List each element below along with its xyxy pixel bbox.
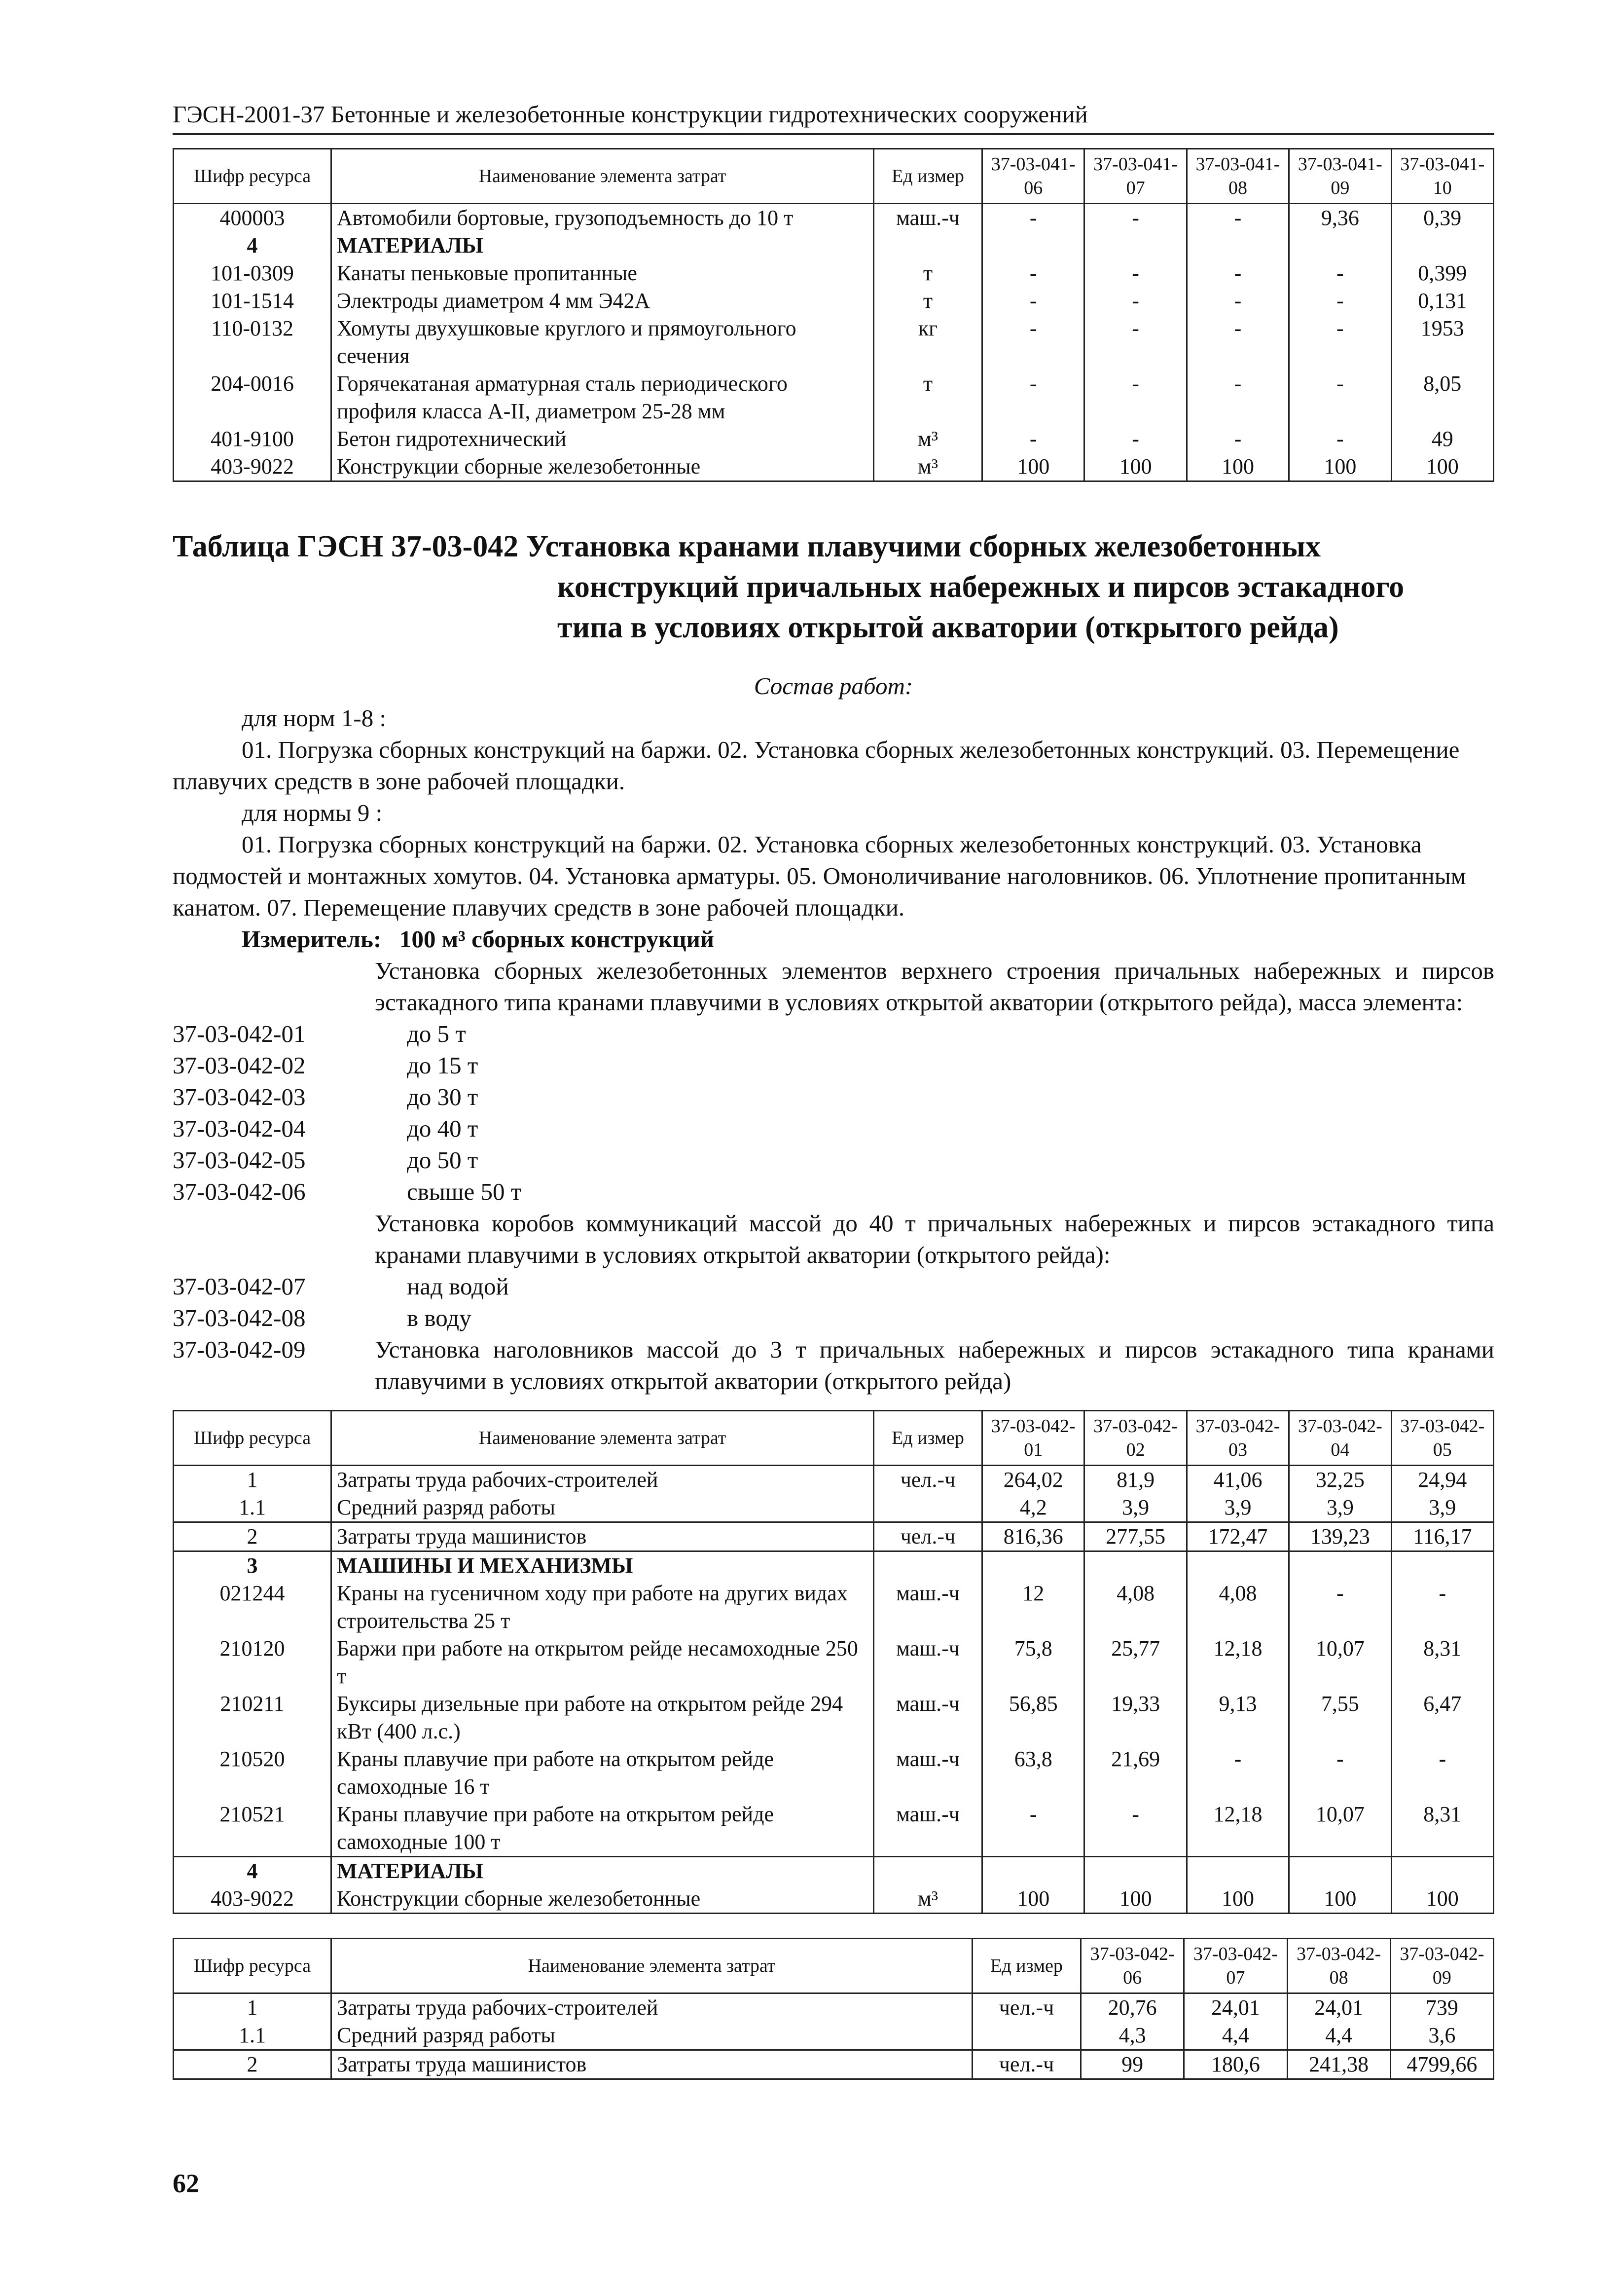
norm-value: - <box>1289 287 1391 315</box>
norm-value: - <box>1289 1745 1391 1801</box>
column-header: 37-03-041-09 <box>1289 149 1391 204</box>
group-2-description: Установка коробов коммуникаций массой до 40 т причальных набережных и пирсов эстакадного типа кранами плавучими в условиях открытой акватории (открытого рейда): <box>375 1210 1494 1268</box>
norm-value: 4,08 <box>1084 1580 1187 1635</box>
column-header: Шифр ресурса <box>174 1411 331 1466</box>
resource-name: Средний разряд работы <box>331 1494 874 1522</box>
norm-value: - <box>1084 204 1187 232</box>
resource-name: МАШИНЫ И МЕХАНИЗМЫ <box>331 1551 874 1580</box>
column-header: 37-03-041-07 <box>1084 149 1187 204</box>
norm-value: - <box>982 287 1084 315</box>
code-spacer <box>173 955 375 1018</box>
unit: м³ <box>874 453 982 481</box>
norm-description: Установка наголовников массой до 3 т причальных набережных и пирсов эстакадного типа кранами плавучими в условиях открытой акватории (открытого рейда) <box>375 1336 1494 1395</box>
norm-value: 21,69 <box>1084 1745 1187 1801</box>
column-header: Наименование элемента затрат <box>331 1939 973 1993</box>
norm-code: 37-03-042-08 <box>173 1304 306 1331</box>
norm-value: 100 <box>1289 1885 1391 1914</box>
resource-code: 401-9100 <box>174 425 331 453</box>
norm-value <box>1391 1857 1493 1885</box>
norm-value: - <box>1084 287 1187 315</box>
norm-value: 8,31 <box>1391 1635 1493 1690</box>
resource-code: 101-1514 <box>174 287 331 315</box>
unit: м³ <box>874 1885 982 1914</box>
table-row <box>174 453 1494 481</box>
unit: чел.-ч <box>874 1466 982 1494</box>
norm-value: 20,76 <box>1081 1993 1184 2022</box>
norm-value: 100 <box>1084 453 1187 481</box>
norm-value: 32,25 <box>1289 1466 1391 1494</box>
resource-code: 4 <box>174 1857 331 1885</box>
resource-name: Буксиры дизельные при работе на открытом рейде 294 кВт (400 л.с.) <box>331 1690 874 1745</box>
resource-code: 403-9022 <box>174 453 331 481</box>
composition-label: Состав работ: <box>754 672 913 700</box>
norm-value: 3,6 <box>1390 2022 1493 2050</box>
norm-value: - <box>982 204 1084 232</box>
unit: маш.-ч <box>874 1690 982 1745</box>
norm-value: - <box>1187 259 1289 287</box>
norm-value: 12,18 <box>1187 1635 1289 1690</box>
norm-value: 0,39 <box>1391 204 1493 232</box>
norm-value: 100 <box>1391 453 1493 481</box>
column-header: 37-03-041-10 <box>1391 149 1493 204</box>
resource-code: 210211 <box>174 1690 331 1745</box>
norm-description: над водой <box>407 1273 509 1300</box>
norm-value: 24,01 <box>1287 1993 1390 2022</box>
resource-code: 204-0016 <box>174 370 331 425</box>
resource-name: Канаты пеньковые пропитанные <box>331 259 874 287</box>
norm-value: 10,07 <box>1289 1801 1391 1857</box>
meter-value: 100 м³ сборных конструкций <box>399 925 715 953</box>
norm-value: 4799,66 <box>1390 2050 1493 2079</box>
resource-code: 4 <box>174 232 331 259</box>
table-header-row <box>174 149 1494 204</box>
norm-value: 0,399 <box>1391 259 1493 287</box>
norm-value: 49 <box>1391 425 1493 453</box>
table-row <box>174 2022 1494 2050</box>
norm-value: 100 <box>982 1885 1084 1914</box>
column-header: 37-03-042-06 <box>1081 1939 1184 1993</box>
table-row <box>174 2050 1494 2079</box>
norm-value: 264,02 <box>982 1466 1084 1494</box>
norm-value: 4,2 <box>982 1494 1084 1522</box>
norm-code: 37-03-042-05 <box>173 1146 306 1174</box>
code-spacer <box>173 1208 375 1271</box>
resource-code: 400003 <box>174 204 331 232</box>
norm-value: 3,9 <box>1391 1494 1493 1522</box>
resource-code: 1.1 <box>174 1494 331 1522</box>
unit: м³ <box>874 425 982 453</box>
norm-value: 100 <box>1391 1885 1493 1914</box>
norm-value: 19,33 <box>1084 1690 1187 1745</box>
column-header: 37-03-041-08 <box>1187 149 1289 204</box>
section-title-line-1: Таблица ГЭСН 37-03-042 Установка кранами плавучими сборных железобетонных <box>173 530 1321 563</box>
norms-1-8-label: для норм 1-8 : <box>242 704 387 732</box>
table-row <box>174 204 1494 232</box>
resource-code: 110-0132 <box>174 315 331 370</box>
norm-value <box>1289 1857 1391 1885</box>
column-header: Наименование элемента затрат <box>331 149 874 204</box>
meter-line <box>173 923 1494 955</box>
norm-value <box>1084 232 1187 259</box>
table-row <box>174 1580 1494 1635</box>
norm-value: 56,85 <box>982 1690 1084 1745</box>
norm-value: - <box>1187 287 1289 315</box>
norm-value: 81,9 <box>1084 1466 1187 1494</box>
table-row <box>174 425 1494 453</box>
norm-value: - <box>1289 1580 1391 1635</box>
resource-code: 210521 <box>174 1801 331 1857</box>
unit: т <box>874 370 982 425</box>
norm-description: до 50 т <box>407 1146 478 1174</box>
resource-name: Средний разряд работы <box>331 2022 973 2050</box>
norm-value: 4,4 <box>1287 2022 1390 2050</box>
resource-code: 1 <box>174 1993 331 2022</box>
norm-value: 139,23 <box>1289 1522 1391 1551</box>
norm-value: 99 <box>1081 2050 1184 2079</box>
norm-value: 180,6 <box>1184 2050 1287 2079</box>
norm-value: - <box>982 315 1084 370</box>
norm-value: 24,94 <box>1391 1466 1493 1494</box>
norm-code: 37-03-042-09 <box>173 1336 306 1363</box>
table-row <box>174 1522 1494 1551</box>
column-header: 37-03-042-05 <box>1391 1411 1493 1466</box>
norm-description: до 40 т <box>407 1115 478 1142</box>
table-row <box>174 370 1494 425</box>
norm-value: 3,9 <box>1289 1494 1391 1522</box>
resource-name: Затраты труда рабочих-строителей <box>331 1993 973 2022</box>
norm-code: 37-03-042-06 <box>173 1178 306 1205</box>
norm-value: - <box>1084 1801 1187 1857</box>
resource-name: Конструкции сборные железобетонные <box>331 1885 874 1914</box>
norm-value: 75,8 <box>982 1635 1084 1690</box>
table-row <box>174 1466 1494 1494</box>
unit: т <box>874 259 982 287</box>
norm-value: 8,05 <box>1391 370 1493 425</box>
norm-value: 100 <box>1187 453 1289 481</box>
table-row <box>174 1635 1494 1690</box>
norm-code: 37-03-042-04 <box>173 1115 306 1142</box>
meter-label: Измеритель: <box>242 925 382 953</box>
unit: маш.-ч <box>874 1580 982 1635</box>
unit: маш.-ч <box>874 204 982 232</box>
norm-value: 100 <box>1187 1885 1289 1914</box>
norm-description: до 30 т <box>407 1083 478 1110</box>
resource-name: Автомобили бортовые, грузоподъемность до 10 т <box>331 204 874 232</box>
norm-value <box>1289 232 1391 259</box>
norm-value: - <box>982 370 1084 425</box>
norm-value <box>1187 1857 1289 1885</box>
norm-description: до 15 т <box>407 1052 478 1079</box>
resource-name: Краны плавучие при работе на открытом рейде самоходные 16 т <box>331 1745 874 1801</box>
norm-value: - <box>1084 315 1187 370</box>
norm-value: - <box>982 425 1084 453</box>
column-header: Шифр ресурса <box>174 149 331 204</box>
norm-value: 7,55 <box>1289 1690 1391 1745</box>
norm-value: 100 <box>1084 1885 1187 1914</box>
table-row <box>174 1690 1494 1745</box>
section-title <box>173 526 1494 648</box>
norm-value: 24,01 <box>1184 1993 1287 2022</box>
table-row <box>174 1801 1494 1857</box>
group-1-description: Установка сборных железобетонных элементов верхнего строения причальных набережных и пирсов эстакадного типа кранами плавучими в условиях открытой акватории (открытого рейда), масса элемента: <box>375 957 1494 1016</box>
resource-name: Краны плавучие при работе на открытом рейде самоходные 100 т <box>331 1801 874 1857</box>
table-row <box>174 259 1494 287</box>
resource-name: Горячекатаная арматурная сталь периодического профиля класса А-II, диаметром 25-28 мм <box>331 370 874 425</box>
norm-value: - <box>982 1801 1084 1857</box>
norm-value: - <box>1391 1580 1493 1635</box>
resource-table-042-part-1 <box>173 1410 1494 1914</box>
unit: чел.-ч <box>874 1522 982 1551</box>
norm-value: - <box>1187 204 1289 232</box>
column-header: 37-03-041-06 <box>982 149 1084 204</box>
norm-value: - <box>1289 370 1391 425</box>
norm-value: - <box>1084 370 1187 425</box>
unit: кг <box>874 315 982 370</box>
norm-value: - <box>1187 425 1289 453</box>
table-row <box>174 287 1494 315</box>
norm-value: 739 <box>1390 1993 1493 2022</box>
norm-value: - <box>982 259 1084 287</box>
norm-value: 9,13 <box>1187 1690 1289 1745</box>
unit <box>874 1551 982 1580</box>
unit: т <box>874 287 982 315</box>
norm-value: 0,131 <box>1391 287 1493 315</box>
works-9-text: 01. Погрузка сборных конструкций на баржи. 02. Установка сборных железобетонных конструкций. 03. Установка подмостей и монтажных хомутов. 04. Установка арматуры. 05. Омоноличивание наголовников. 06. Уплотнение пропитанным канатом. 07. Перемещение плавучих средств в зоне рабочей площадки. <box>173 831 1466 921</box>
norm-value: 25,77 <box>1084 1635 1187 1690</box>
norm-code: 37-03-042-07 <box>173 1273 306 1300</box>
resource-code: 1 <box>174 1466 331 1494</box>
norm-value: 1953 <box>1391 315 1493 370</box>
norm-value <box>1187 232 1289 259</box>
norm-value <box>982 232 1084 259</box>
norm-value: 6,47 <box>1391 1690 1493 1745</box>
norm-value: 277,55 <box>1084 1522 1187 1551</box>
norm-value: - <box>1391 1745 1493 1801</box>
table-row <box>174 315 1494 370</box>
norm-value: 100 <box>982 453 1084 481</box>
resource-name: МАТЕРИАЛЫ <box>331 232 874 259</box>
table-header-row <box>174 1411 1494 1466</box>
norm-value: 63,8 <box>982 1745 1084 1801</box>
norm-value <box>1289 1551 1391 1580</box>
column-header: 37-03-042-01 <box>982 1411 1084 1466</box>
norm-code: 37-03-042-03 <box>173 1083 306 1110</box>
resource-name: Конструкции сборные железобетонные <box>331 453 874 481</box>
table-header-row <box>174 1939 1494 1993</box>
section-title-line-3: типа в условиях открытой акватории (открытого рейда) <box>557 611 1339 644</box>
norm-value <box>1391 1551 1493 1580</box>
norm-description: свыше 50 т <box>407 1178 522 1205</box>
norm-value: - <box>1289 315 1391 370</box>
column-header: Ед измер <box>874 1411 982 1466</box>
norm-codes-list <box>173 955 1494 1397</box>
norm-value <box>1084 1551 1187 1580</box>
norm-value: 12,18 <box>1187 1801 1289 1857</box>
table-row <box>174 232 1494 259</box>
resource-code: 021244 <box>174 1580 331 1635</box>
unit <box>874 1494 982 1522</box>
resource-name: Затраты труда машинистов <box>331 2050 973 2079</box>
norm-value: 4,4 <box>1184 2022 1287 2050</box>
unit: маш.-ч <box>874 1801 982 1857</box>
unit <box>874 1857 982 1885</box>
norm-value: 8,31 <box>1391 1801 1493 1857</box>
resource-code: 210520 <box>174 1745 331 1801</box>
norm-value: 4,08 <box>1187 1580 1289 1635</box>
resource-name: Бетон гидротехнический <box>331 425 874 453</box>
norm-value: 172,47 <box>1187 1522 1289 1551</box>
column-header: 37-03-042-07 <box>1184 1939 1287 1993</box>
resource-name: Электроды диаметром 4 мм Э42А <box>331 287 874 315</box>
column-header: Ед измер <box>973 1939 1081 1993</box>
norm-code: 37-03-042-01 <box>173 1020 306 1047</box>
norm-value: 4,3 <box>1081 2022 1184 2050</box>
column-header: Шифр ресурса <box>174 1939 331 1993</box>
table-row <box>174 1745 1494 1801</box>
unit <box>874 232 982 259</box>
resource-name: Баржи при работе на открытом рейде несамоходные 250 т <box>331 1635 874 1690</box>
norm-description: в воду <box>407 1304 471 1331</box>
norm-value: 100 <box>1289 453 1391 481</box>
resource-name: Хомуты двухушковые круглого и прямоугольного сечения <box>331 315 874 370</box>
norm-value <box>1084 1857 1187 1885</box>
norm-value: - <box>1084 259 1187 287</box>
norm-value: 12 <box>982 1580 1084 1635</box>
resource-code: 3 <box>174 1551 331 1580</box>
column-header: 37-03-042-08 <box>1287 1939 1390 1993</box>
norm-value: 41,06 <box>1187 1466 1289 1494</box>
table-row <box>174 1993 1494 2022</box>
column-header: 37-03-042-03 <box>1187 1411 1289 1466</box>
unit: маш.-ч <box>874 1635 982 1690</box>
resource-code: 2 <box>174 2050 331 2079</box>
table-row <box>174 1885 1494 1914</box>
column-header: Наименование элемента затрат <box>331 1411 874 1466</box>
table-row <box>174 1494 1494 1522</box>
norm-value: 3,9 <box>1187 1494 1289 1522</box>
resource-code: 1.1 <box>174 2022 331 2050</box>
resource-name: МАТЕРИАЛЫ <box>331 1857 874 1885</box>
norm-value <box>982 1551 1084 1580</box>
norm-description: до 5 т <box>407 1020 466 1047</box>
norm-value: 9,36 <box>1289 204 1391 232</box>
norm-value: - <box>1289 425 1391 453</box>
unit: маш.-ч <box>874 1745 982 1801</box>
norm-value: 3,9 <box>1084 1494 1187 1522</box>
norm-value: - <box>1187 370 1289 425</box>
table-row <box>174 1551 1494 1580</box>
resource-table-041 <box>173 148 1494 482</box>
column-header: Ед измер <box>874 149 982 204</box>
running-header: ГЭСН-2001-37 Бетонные и железобетонные конструкции гидротехнических сооружений <box>173 99 1494 135</box>
norm-value: 241,38 <box>1287 2050 1390 2079</box>
norm-value: 116,17 <box>1391 1522 1493 1551</box>
unit: чел.-ч <box>973 1993 1081 2022</box>
page-number: 62 <box>173 2169 199 2198</box>
resource-name: Краны на гусеничном ходу при работе на других видах строительства 25 т <box>331 1580 874 1635</box>
resource-code: 210120 <box>174 1635 331 1690</box>
resource-code: 101-0309 <box>174 259 331 287</box>
norm-9-label: для нормы 9 : <box>242 799 383 826</box>
norm-value: - <box>1187 1745 1289 1801</box>
works-1-8-text: 01. Погрузка сборных конструкций на баржи. 02. Установка сборных железобетонных конструкций. 03. Перемещение плавучих средств в зоне рабочей площадки. <box>173 736 1460 795</box>
resource-table-042-part-2 <box>173 1938 1494 2080</box>
resource-name: Затраты труда машинистов <box>331 1522 874 1551</box>
norm-value: 10,07 <box>1289 1635 1391 1690</box>
unit <box>973 2022 1081 2050</box>
norm-value: - <box>1187 315 1289 370</box>
column-header: 37-03-042-04 <box>1289 1411 1391 1466</box>
norm-value: - <box>1084 425 1187 453</box>
norm-value <box>1187 1551 1289 1580</box>
resource-code: 2 <box>174 1522 331 1551</box>
column-header: 37-03-042-09 <box>1390 1939 1493 1993</box>
resource-code: 403-9022 <box>174 1885 331 1914</box>
column-header: 37-03-042-02 <box>1084 1411 1187 1466</box>
table-row <box>174 1857 1494 1885</box>
norm-value: - <box>1289 259 1391 287</box>
section-title-line-2: конструкций причальных набережных и пирсов эстакадного <box>557 570 1405 604</box>
document-page <box>173 99 1494 2080</box>
norm-code: 37-03-042-02 <box>173 1052 306 1079</box>
norm-value <box>1391 232 1493 259</box>
unit: чел.-ч <box>973 2050 1081 2079</box>
resource-name: Затраты труда рабочих-строителей <box>331 1466 874 1494</box>
norm-value <box>982 1857 1084 1885</box>
norm-value: 816,36 <box>982 1522 1084 1551</box>
